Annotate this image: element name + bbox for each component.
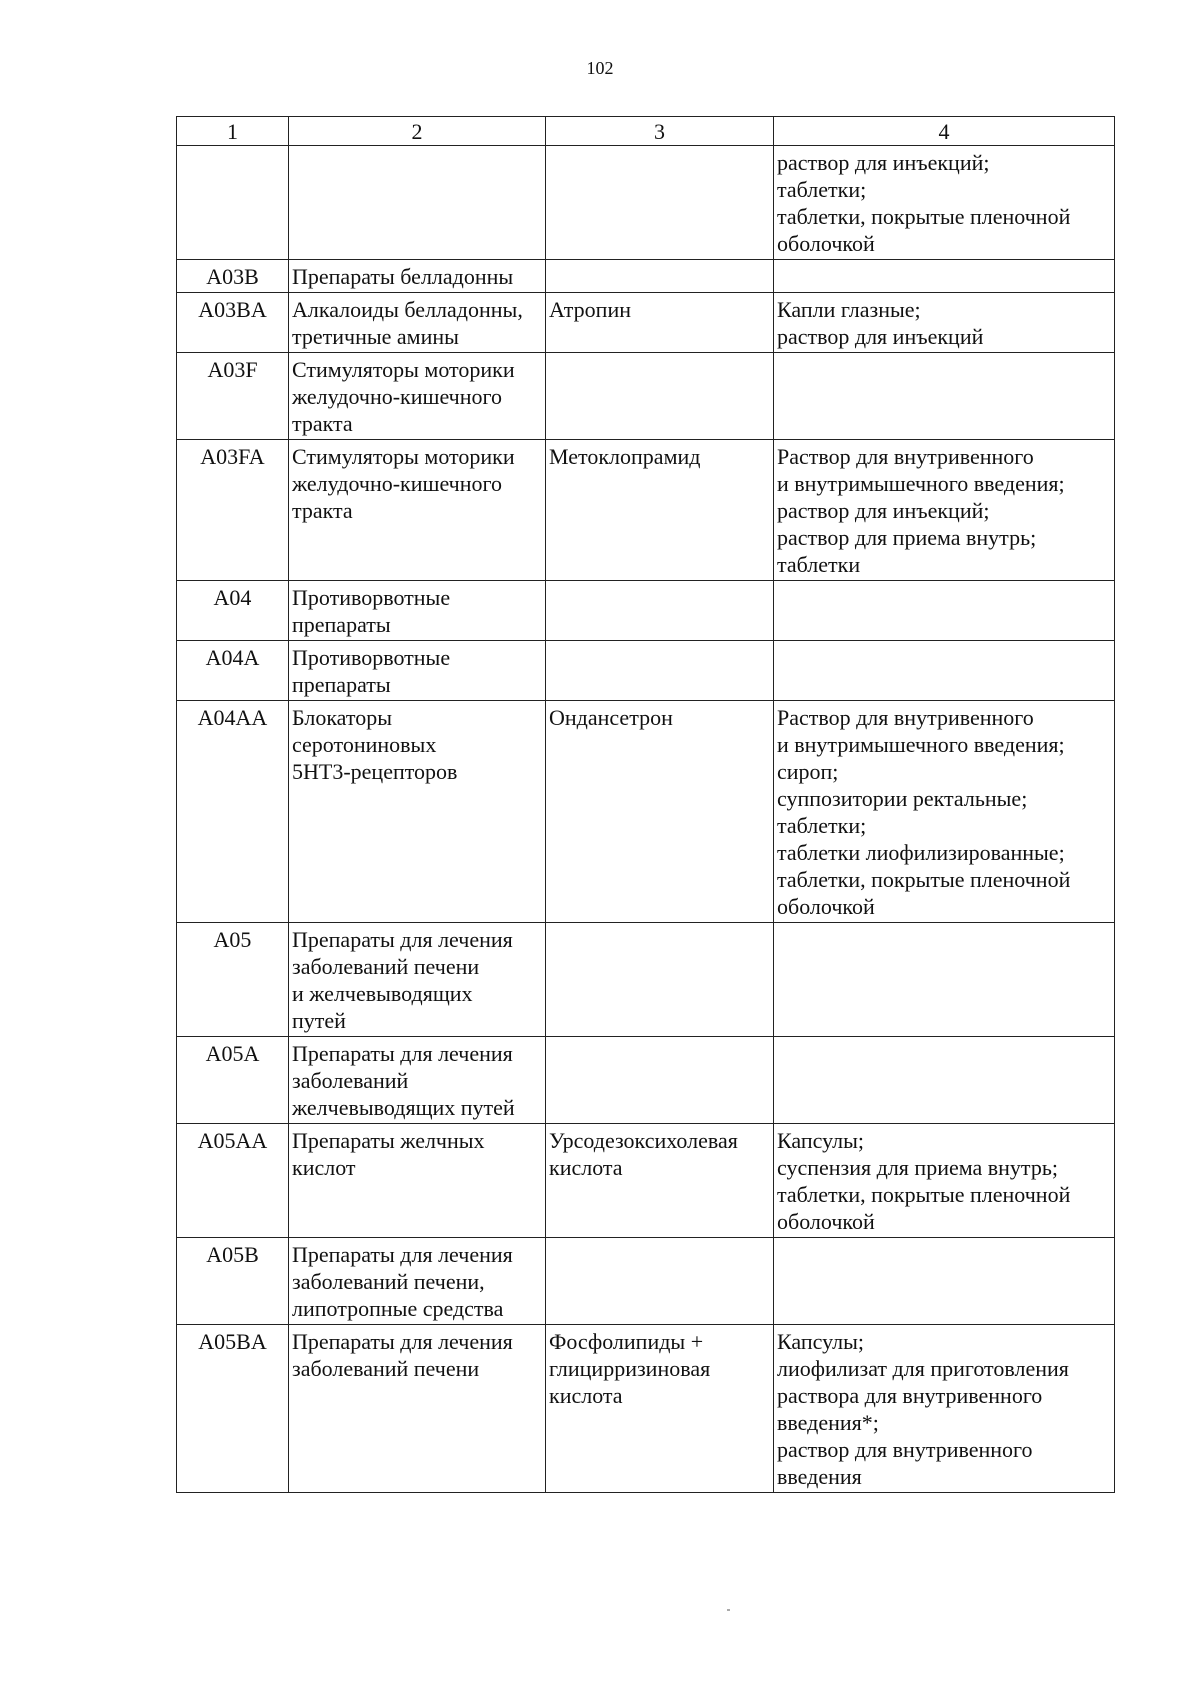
dosage-forms-line: таблетки, покрытые пленочной xyxy=(777,867,1071,892)
dosage-forms-cell xyxy=(774,440,1115,581)
drug-name-cell xyxy=(546,440,774,581)
drug-name-cell xyxy=(546,641,774,701)
dosage-forms-line: раствора для внутривенного xyxy=(777,1383,1043,1408)
atc-code-cell: A05AA xyxy=(177,1124,289,1238)
dosage-forms-line: таблетки, покрытые пленочной xyxy=(777,204,1071,229)
atc-code-cell: A03F xyxy=(177,353,289,440)
atc-code-cell: A04 xyxy=(177,581,289,641)
atc-code-cell: A03BA xyxy=(177,293,289,353)
table-row xyxy=(177,1124,1115,1238)
drug-table xyxy=(176,116,1115,1493)
dosage-forms-line: введения*; xyxy=(777,1410,879,1435)
drug-name-line: Атропин xyxy=(549,297,631,322)
dosage-forms-cell xyxy=(774,1037,1115,1124)
table-row xyxy=(177,923,1115,1037)
dosage-forms-line: суспензия для приема внутрь; xyxy=(777,1155,1058,1180)
group-name-line: серотониновых xyxy=(292,732,437,757)
group-name-line: Блокаторы xyxy=(292,705,392,730)
header-row xyxy=(177,117,1115,146)
group-name-line: Препараты желчных xyxy=(292,1128,485,1153)
header-col-2: 2 xyxy=(289,117,546,146)
dosage-forms-cell xyxy=(774,1124,1115,1238)
dosage-forms-line: Капсулы; xyxy=(777,1128,865,1153)
drug-name-cell xyxy=(546,581,774,641)
drug-name-cell xyxy=(546,293,774,353)
table-row xyxy=(177,146,1115,260)
dosage-forms-cell xyxy=(774,641,1115,701)
group-name-line: заболеваний печени xyxy=(292,1356,480,1381)
atc-code-cell: A05A xyxy=(177,1037,289,1124)
drug-name-cell xyxy=(546,1124,774,1238)
atc-code-cell xyxy=(177,146,289,260)
dosage-forms-cell xyxy=(774,923,1115,1037)
table-row xyxy=(177,581,1115,641)
dosage-forms-line: оболочкой xyxy=(777,1209,875,1234)
dosage-forms-line: раствор для приема внутрь; xyxy=(777,525,1037,550)
group-name-cell xyxy=(289,581,546,641)
group-name-line: Препараты для лечения xyxy=(292,927,513,952)
dosage-forms-line: раствор для инъекций; xyxy=(777,150,990,175)
atc-code-cell: A03FA xyxy=(177,440,289,581)
scan-speck xyxy=(727,1609,730,1611)
drug-name-cell xyxy=(546,923,774,1037)
group-name-line: тракта xyxy=(292,411,353,436)
atc-code-cell: A05B xyxy=(177,1238,289,1325)
drug-name-cell xyxy=(546,1238,774,1325)
dosage-forms-line: раствор для инъекций xyxy=(777,324,984,349)
group-name-line: 5HT3-рецепторов xyxy=(292,759,458,784)
group-name-line: заболеваний печени, xyxy=(292,1269,485,1294)
drug-name-cell xyxy=(546,1037,774,1124)
dosage-forms-line: лиофилизат для приготовления xyxy=(777,1356,1069,1381)
table-row xyxy=(177,641,1115,701)
group-name-line: Противорвотные xyxy=(292,585,451,610)
group-name-cell xyxy=(289,353,546,440)
dosage-forms-cell xyxy=(774,701,1115,923)
atc-code-cell: A05 xyxy=(177,923,289,1037)
dosage-forms-line: таблетки, покрытые пленочной xyxy=(777,1182,1071,1207)
group-name-cell xyxy=(289,701,546,923)
atc-code-cell: A04AA xyxy=(177,701,289,923)
group-name-line: Стимуляторы моторики xyxy=(292,357,515,382)
dosage-forms-cell xyxy=(774,353,1115,440)
group-name-line: препараты xyxy=(292,612,391,637)
dosage-forms-cell xyxy=(774,1325,1115,1493)
group-name-line: Препараты для лечения xyxy=(292,1041,513,1066)
drug-name-line: глицирризиновая xyxy=(549,1356,711,1381)
dosage-forms-line: таблетки; xyxy=(777,177,867,202)
table-row xyxy=(177,1037,1115,1124)
group-name-cell xyxy=(289,641,546,701)
group-name-line: Алкалоиды белладонны, xyxy=(292,297,523,322)
group-name-line: путей xyxy=(292,1008,346,1033)
group-name-line: заболеваний xyxy=(292,1068,409,1093)
drug-name-line: Ондансетрон xyxy=(549,705,673,730)
group-name-cell xyxy=(289,1124,546,1238)
group-name-line: липотропные средства xyxy=(292,1296,504,1321)
group-name-line: Стимуляторы моторики xyxy=(292,444,515,469)
dosage-forms-line: оболочкой xyxy=(777,231,875,256)
group-name-line: заболеваний печени xyxy=(292,954,480,979)
group-name-cell xyxy=(289,923,546,1037)
table-row xyxy=(177,1238,1115,1325)
dosage-forms-line: Капли глазные; xyxy=(777,297,921,322)
dosage-forms-cell xyxy=(774,581,1115,641)
dosage-forms-cell xyxy=(774,1238,1115,1325)
group-name-line: желудочно-кишечного xyxy=(292,384,502,409)
drug-name-line: Метоклопрамид xyxy=(549,444,701,469)
group-name-line: желудочно-кишечного xyxy=(292,471,502,496)
atc-code-cell: A03B xyxy=(177,260,289,293)
group-name-line: Препараты для лечения xyxy=(292,1329,513,1354)
group-name-line: и желчевыводящих xyxy=(292,981,473,1006)
group-name-line: тракта xyxy=(292,498,353,523)
dosage-forms-line: и внутримышечного введения; xyxy=(777,732,1065,757)
header-col-3: 3 xyxy=(546,117,774,146)
dosage-forms-line: раствор для инъекций; xyxy=(777,498,990,523)
group-name-line: Противорвотные xyxy=(292,645,451,670)
drug-name-line: Урсодезоксихолевая xyxy=(549,1128,738,1153)
table-body xyxy=(177,146,1115,1493)
dosage-forms-line: суппозитории ректальные; xyxy=(777,786,1028,811)
group-name-cell xyxy=(289,1325,546,1493)
dosage-forms-line: таблетки; xyxy=(777,813,867,838)
drug-name-cell xyxy=(546,353,774,440)
dosage-forms-cell xyxy=(774,146,1115,260)
drug-name-cell xyxy=(546,1325,774,1493)
dosage-forms-line: введения xyxy=(777,1464,862,1489)
dosage-forms-line: раствор для внутривенного xyxy=(777,1437,1033,1462)
table-row xyxy=(177,701,1115,923)
header-col-4: 4 xyxy=(774,117,1115,146)
group-name-line: желчевыводящих путей xyxy=(292,1095,515,1120)
table-row xyxy=(177,293,1115,353)
dosage-forms-line: таблетки xyxy=(777,552,861,577)
drug-name-cell xyxy=(546,260,774,293)
drug-name-line: кислота xyxy=(549,1383,623,1408)
group-name-cell xyxy=(289,440,546,581)
table-row xyxy=(177,260,1115,293)
dosage-forms-line: Раствор для внутривенного xyxy=(777,444,1034,469)
dosage-forms-cell xyxy=(774,260,1115,293)
drug-name-cell xyxy=(546,701,774,923)
page-number: 102 xyxy=(586,58,614,78)
dosage-forms-line: Раствор для внутривенного xyxy=(777,705,1034,730)
group-name-cell xyxy=(289,260,546,293)
dosage-forms-line: и внутримышечного введения; xyxy=(777,471,1065,496)
dosage-forms-cell xyxy=(774,293,1115,353)
atc-code-cell: A05BA xyxy=(177,1325,289,1493)
group-name-line: кислот xyxy=(292,1155,356,1180)
group-name-cell xyxy=(289,1037,546,1124)
group-name-line: третичные амины xyxy=(292,324,459,349)
atc-code-cell: A04A xyxy=(177,641,289,701)
group-name-cell xyxy=(289,293,546,353)
dosage-forms-line: сироп; xyxy=(777,759,839,784)
drug-name-line: кислота xyxy=(549,1155,623,1180)
table-row xyxy=(177,1325,1115,1493)
table-row xyxy=(177,440,1115,581)
drug-name-cell xyxy=(546,146,774,260)
group-name-line: препараты xyxy=(292,672,391,697)
dosage-forms-line: Капсулы; xyxy=(777,1329,865,1354)
table-row xyxy=(177,353,1115,440)
group-name-cell xyxy=(289,146,546,260)
drug-name-line: Фосфолипиды + xyxy=(549,1329,704,1354)
group-name-line: Препараты для лечения xyxy=(292,1242,513,1267)
header-col-1: 1 xyxy=(177,117,289,146)
group-name-cell xyxy=(289,1238,546,1325)
dosage-forms-line: таблетки лиофилизированные; xyxy=(777,840,1065,865)
group-name-line: Препараты белладонны xyxy=(292,264,514,289)
dosage-forms-line: оболочкой xyxy=(777,894,875,919)
